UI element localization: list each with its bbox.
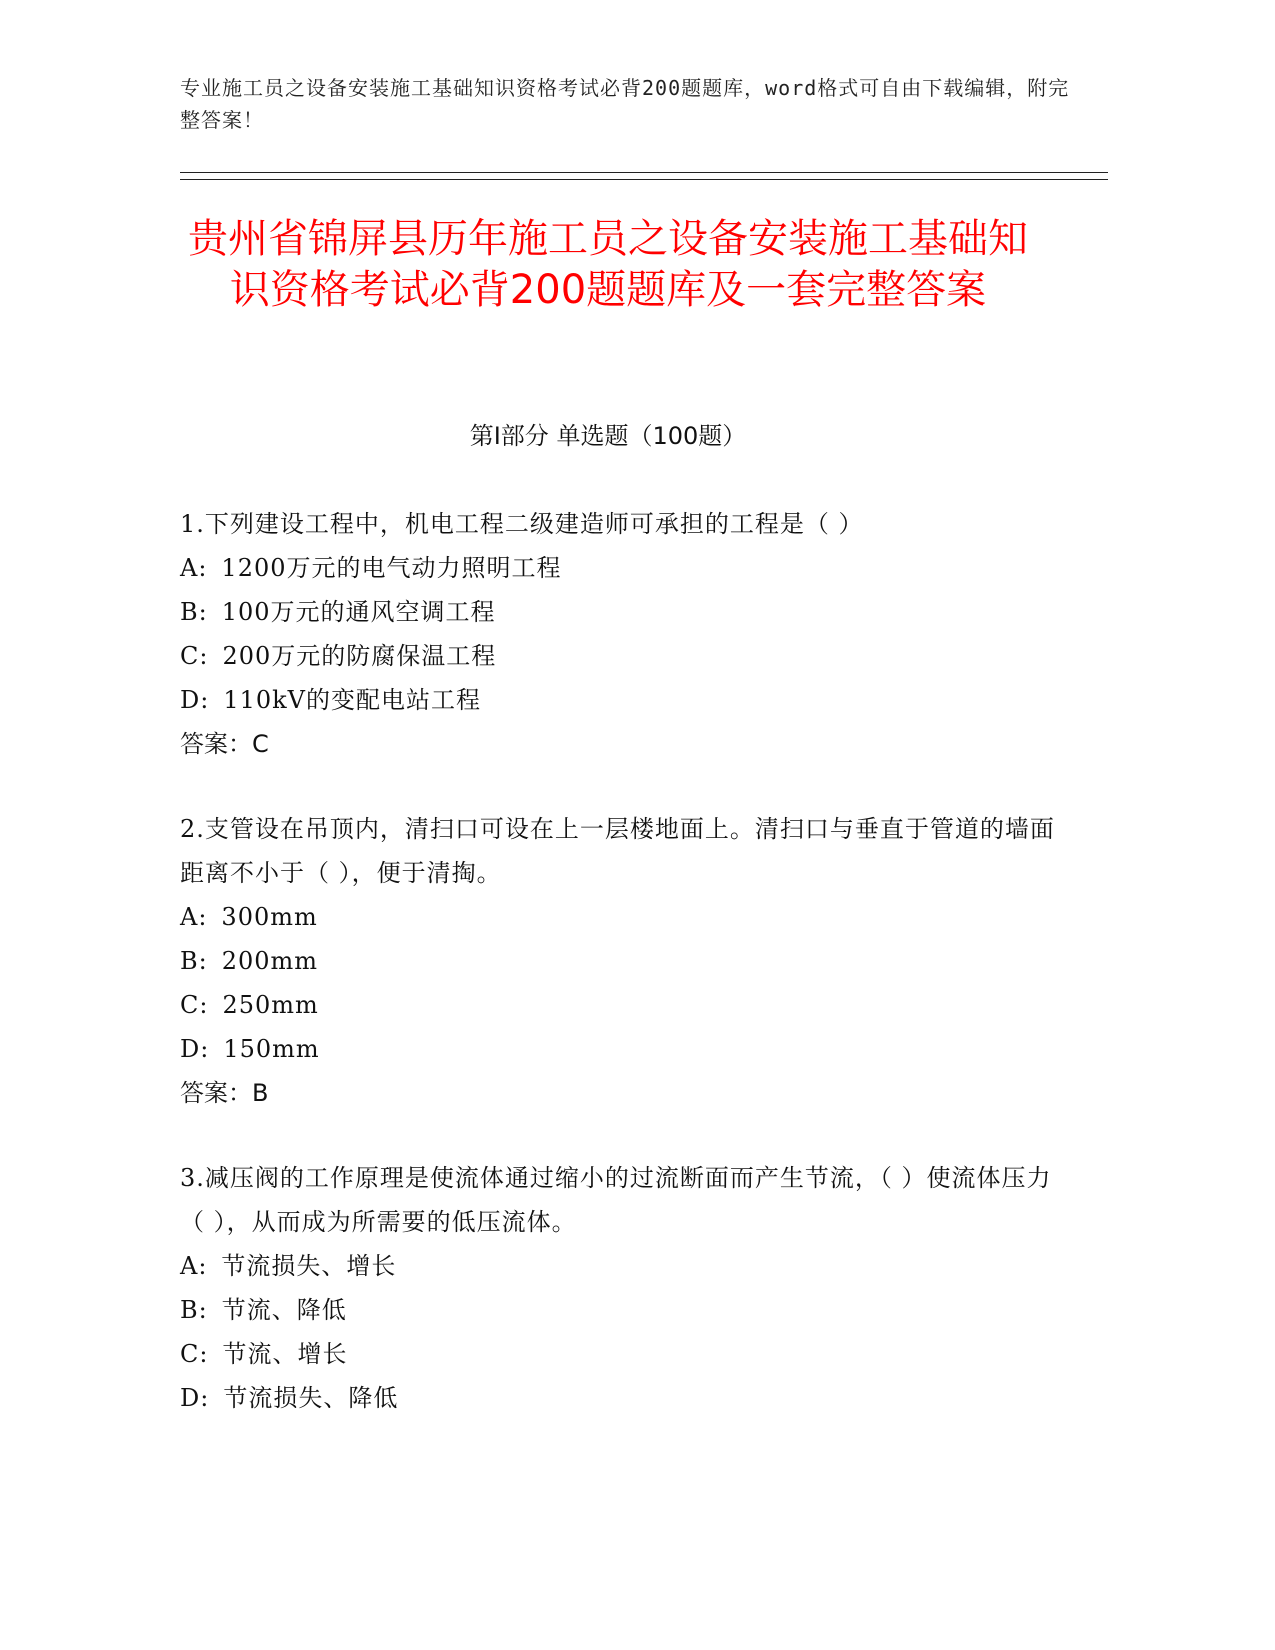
question-stem: 1.下列建设工程中，机电工程二级建造师可承担的工程是（ ） [180,510,864,538]
question-3 [180,1156,1060,1420]
header-divider-bottom [180,179,1108,180]
option-b [180,1288,1060,1332]
option-letter: D: [180,686,210,714]
option-letter: C: [180,991,209,1019]
option-text: 节流、降低 [221,1296,347,1324]
header-divider-top [180,172,1108,173]
option-text: 节流损失、降低 [223,1384,399,1412]
question-stem: 2.支管设在吊顶内，清扫口可设在上一层楼地面上。清扫口与垂直于管道的墙面距离不小于（ ），便于清掏。 [180,815,1055,887]
option-d [180,1027,1060,1071]
header-note: 专业施工员之设备安装施工基础知识资格考试必背200题题库，word格式可自由下载编辑，附完整答案！ [180,76,1070,132]
option-a [180,1244,1060,1288]
option-letter: A: [180,554,208,582]
option-letter: A: [180,903,208,931]
option-b [180,590,1060,634]
option-text: 250mm [222,991,319,1019]
option-text: 节流、增长 [222,1340,348,1368]
option-text: 节流损失、增长 [221,1252,397,1280]
option-letter: D: [180,1035,210,1063]
question-1 [180,502,1060,766]
option-text: 300mm [221,903,318,931]
option-letter: D: [180,1384,210,1412]
option-text: 200万元的防腐保温工程 [222,642,497,670]
answer-line: 答案：C [180,730,269,758]
question-2 [180,807,1060,1115]
option-letter: B: [180,1296,208,1324]
option-letter: B: [180,598,208,626]
option-letter: A: [180,1252,208,1280]
option-d [180,678,1060,722]
option-c [180,634,1060,678]
option-a [180,546,1060,590]
option-text: 200mm [221,947,319,975]
option-text: 1200万元的电气动力照明工程 [221,554,562,582]
option-letter: C: [180,642,209,670]
option-letter: C: [180,1340,209,1368]
option-c [180,983,1060,1027]
section-heading: 第Ⅰ部分 单选题（100题） [469,422,747,450]
document-title: 贵州省锦屏县历年施工员之设备安装施工基础知识资格考试必背200题题库及一套完整答案 [188,216,1028,313]
option-d [180,1376,1060,1420]
option-a [180,895,1060,939]
question-stem: 3.减压阀的工作原理是使流体通过缩小的过流断面而产生节流，（ ）使流体压力（ ），从而成为所需要的低压流体。 [180,1164,1052,1236]
option-b [180,939,1060,983]
option-text: 150mm [223,1035,320,1063]
option-text: 100万元的通风空调工程 [221,598,496,626]
option-c [180,1332,1060,1376]
option-text: 110kV的变配电站工程 [223,686,482,714]
option-letter: B: [180,947,208,975]
answer-line: 答案：B [180,1079,269,1107]
